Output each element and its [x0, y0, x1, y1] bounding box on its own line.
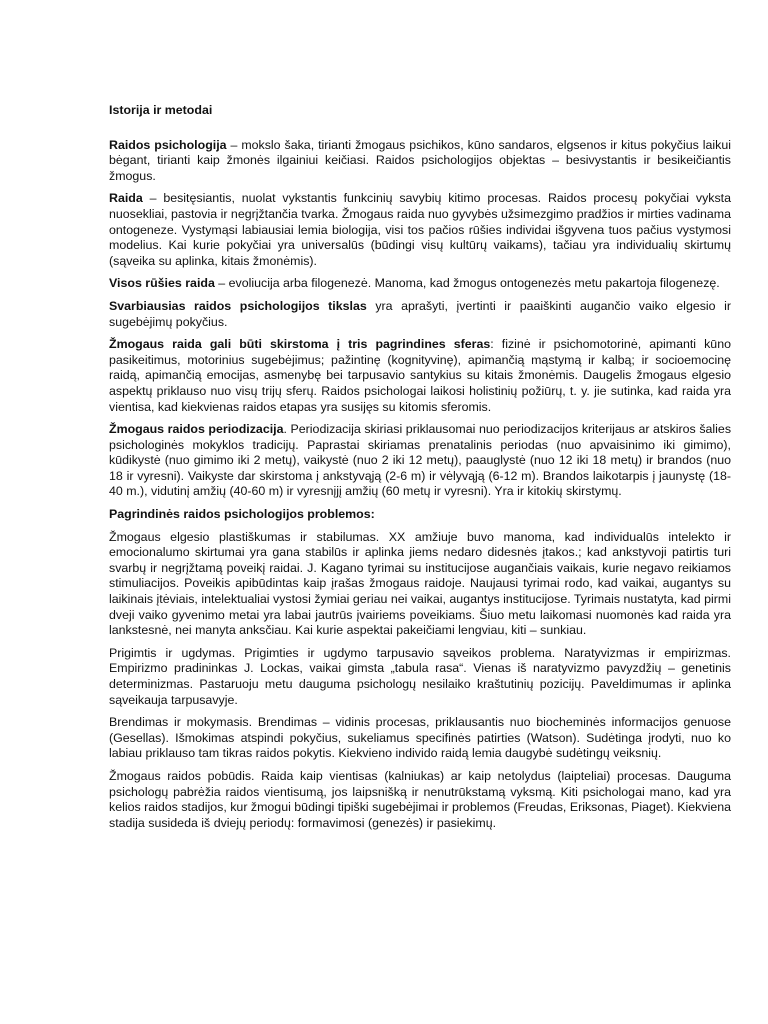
paragraph-text: – besitęsiantis, nuolat vykstantis funkcinių savybių kitimo procesas. Raidos procesų pokyčiai vyksta nuosekliai, pastovia ir negrįžtančia tvarka. Žmogaus raida nuo gyvybės užsimezgimo pradžios ir mirties vadinama ontogeneze. Vystymąsi labiausiai lemia biologija, visi tos pačios rūšies individai išgyvena tuos pačius vystymosi modelius. Kai kurie pokyčiai yra universalūs (būdingi visų kultūrų vaikams), tačiau yra individualių skirtumų (sąveika su aplinka, kitais žmonėmis). — [109, 191, 731, 268]
paragraph-brendimas: Brendimas ir mokymasis. Brendimas – vidinis procesas, priklausantis nuo biocheminės informacijos genuose (Gesellas). Išmokimas atspindi pokyčius, sukeliamus specifinės patirties (Watson). Sudėtinga įrodyti, nuo ko labiau priklauso tam tikras raidos pokytis. Kiekvieno individo raidą lemia daugybė sudėtingų veiksnių. — [109, 715, 731, 761]
document-page — [109, 103, 731, 838]
paragraph-text: : fizinė ir psichomotorinė, apimanti kūno pasikeitimus, motorinius sugebėjimus; pažintinę (kognityvinę), apimančią mąstymą ir kalbą; ir socioemocinę raidą, apimančią emocijas, asmenybę bei tarpusavio santykius su kitais žmonėmis. Daugelis žmogaus elgesio aspektų priklauso nuo visų trijų sferų. Raidos psichologai laikosi holistinių požiūrų, t. y. jie sutinka, kad raida yra vientisa, kad kiekvienas raidos etapas yra susijęs su kitomis sferomis. — [109, 337, 731, 414]
term-visos-rusies-raida: Visos rūšies raida — [109, 276, 215, 291]
paragraph-visos-rusies-raida — [109, 276, 731, 292]
paragraph-sferos — [109, 337, 731, 415]
paragraph-text: – mokslo šaka, tirianti žmogaus psichikos, kūno sandaros, elgsenos ir kitus pokyčius laikui bėgant, tirianti kaip žmonės ilgainiui keičiasi. Raidos psichologijos objektas – besivystantis ir besikeičiantis žmogus. — [109, 137, 731, 183]
paragraph-raida — [109, 191, 731, 269]
term-sferos: Žmogaus raida gali būti skirstoma į tris pagrindines sferas — [109, 337, 491, 352]
paragraph-prigimtis: Prigimtis ir ugdymas. Prigimties ir ugdymo tarpusavio sąveikos problema. Naratyvizmas ir empirizmas. Empirizmo pradininkas J. Lockas, vaikai gimsta „tabula rasa“. Vienas iš naratyvizmo pavyzdžių – genetinis determinizmas. Pastaruoju metu dauguma psichologų nesilaiko kraštutinių pozicijų. Paveldimumas ir aplinka sąveikauja tarpusavyje. — [109, 645, 731, 707]
paragraph-plastiskumas: Žmogaus elgesio plastiškumas ir stabilumas. XX amžiuje buvo manoma, kad individualūs intelekto ir emocionalumo skirtumai yra gana stabilūs ir aplinka jiems nedaro didesnės įtakos.; kad ankstyvoji patirtis turi svarbų ir negrįžtamą poveikį raidai. J. Kagano tyrimai su institucijose auganč​iais vaikais, kurie negavo reikiamos stimuliacijos. Poveikis apibūdintas kaip įrašas žmogaus raidoje. Naujausi tyrimai rodo, kad vaikai, augantys su laikinais įtėviais, intelektualiai vystosi žymiai geriau nei vaikai, augantys institucijose. Tyrimais nustatyta, kad pirmi dveji vaiko gyvenimo metai yra labai jautrūs įvairiems poveikiams. Šiuo metu laikomasi nuomonės kad raida yra lankstesnė, nei manyta anksčiau. Kai kurie aspektai pakeičiami lengviau, kiti – sunkiau. — [109, 529, 731, 638]
paragraph-text: yra aprašyti, įvertinti ir paaiškinti augančio vaiko elgesio ir sugebėjimų pokyčius. — [109, 298, 732, 329]
paragraph-tikslas — [109, 299, 731, 330]
term-periodizacija: Žmogaus raidos periodizacija — [109, 422, 284, 437]
term-raidos-psichologija: Raidos psichologija — [109, 137, 227, 152]
paragraph-text: . Periodizacija skiriasi priklausomai nuo periodizacijos kriterijaus ar atskiros šalies psichologinės mokyklos tradicijų. Paprastai skiriamas prenatalinis periodas (nuo apvaisinimo iki gimimo), kūdikystė (nuo gimimo iki 2 metų), vaikystė (nuo 2 iki 12 metų), paauglystė (nuo 12 iki 18 metų) ir brandos (nuo 18 ir vyresni). Vaikyste dar skirstoma į ankstyvąją (2-6 m) ir vėlyvąją (6-12 m). Brandos laikotarpis į jaunystę (18-40 m.), vidutinį amžių (40-60 m) ir vyresnįjį amžių (60 metų ir vyresni). Yra ir kitokių skirstymų. — [109, 422, 732, 499]
section-subheading: Pagrindinės raidos psichologijos problemos: — [109, 507, 375, 522]
paragraph-text: – evoliucija arba filogenezė. Manoma, kad žmogus ontogenezės metu pakartoja filogenezę. — [214, 276, 720, 291]
paragraph-pobudis: Žmogaus raidos pobūdis. Raida kaip vientisas (kalniukas) ar kaip netolydus (laipteliai) procesas. Dauguma psichologų pabrėžia raidos vientisumą, jos laipsnišką ir nenutrūkstamą vyksmą. Kiti psichologai mano, kad yra kelios raidos stadijos, kur žmogui būdingi tipiški sugebėjimai ir problemos (Freudas, Eriksonas, Piaget). Kiekviena stadija susideda iš dviejų periodų: formavimosi (genezės) ir pasiekimų. — [109, 768, 731, 830]
document-title: Istorija ir metodai — [109, 103, 213, 117]
term-tikslas: Svarbiausias raidos psichologijos tikslas — [109, 298, 367, 313]
paragraph-periodizacija — [109, 422, 731, 500]
paragraph-raidos-psichologija — [109, 138, 731, 185]
term-raida: Raida — [109, 191, 143, 206]
